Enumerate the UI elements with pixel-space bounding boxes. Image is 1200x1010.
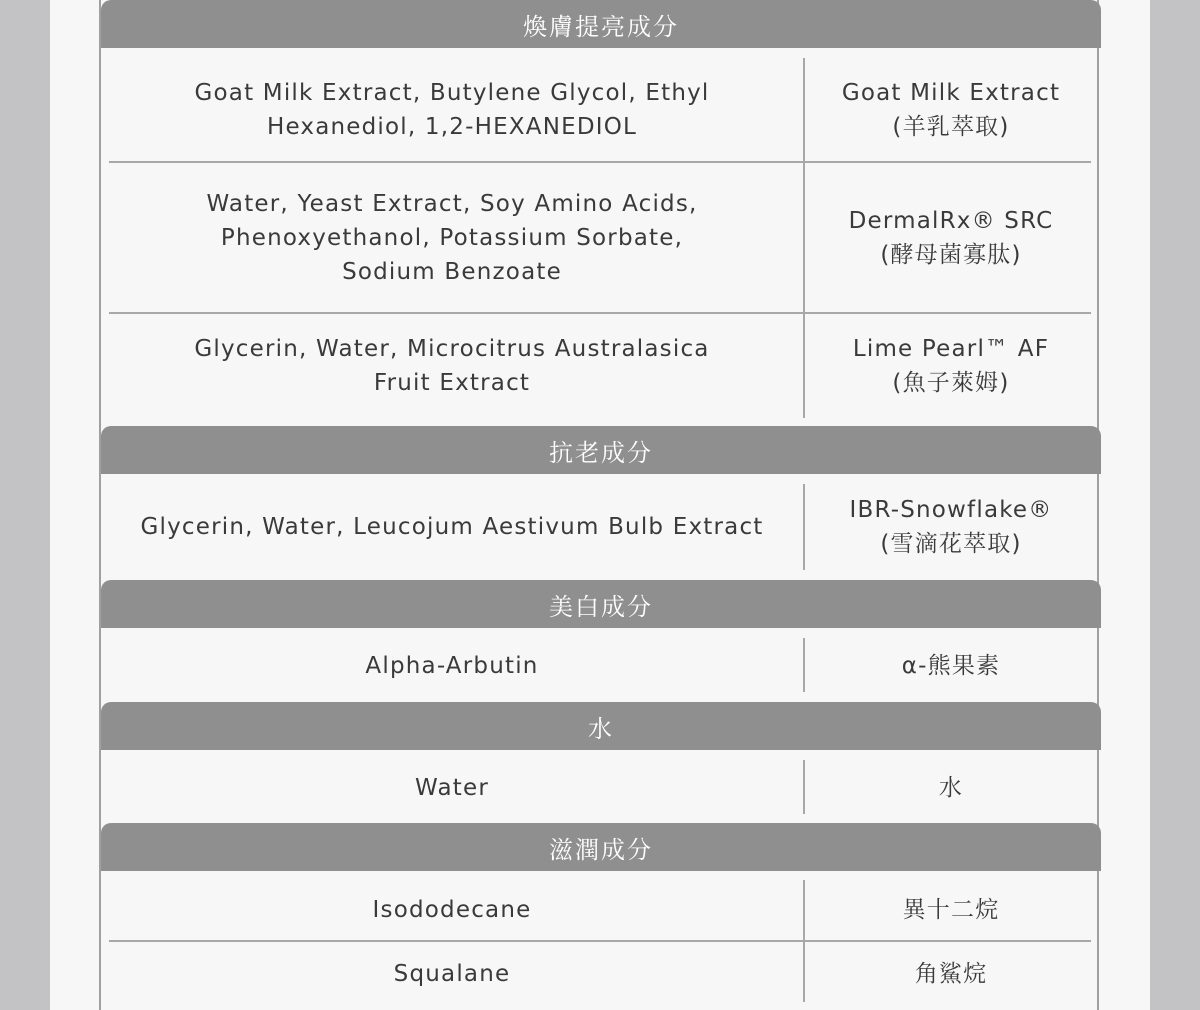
table-row-right <box>803 58 1099 162</box>
section-header-water: 水 <box>101 702 1101 750</box>
table-row-right <box>803 163 1099 313</box>
column-divider <box>803 484 805 570</box>
table-row-left <box>101 760 803 816</box>
ingredient-inci-text: Alpha-Arbutin <box>365 653 539 679</box>
ingredient-inci-text: Isododecane <box>372 897 532 923</box>
ingredient-name: DermalRx® SRC <box>848 208 1054 234</box>
ingredient-name-zh: (羊乳萃取) <box>892 114 1010 140</box>
ingredient-inci-text: Goat Milk Extract, Butylene Glycol, Ethyl Hexanediol, 1,2-HEXANEDIOL <box>194 80 710 140</box>
table-row-left <box>101 58 803 162</box>
table-row-right <box>803 760 1099 816</box>
ingredient-inci-text: Water <box>415 775 489 801</box>
table-row-left <box>101 638 803 694</box>
ingredient-name: IBR-Snowflake® <box>849 497 1053 523</box>
ingredient-name: α-熊果素 <box>901 653 1001 679</box>
column-divider <box>803 163 805 313</box>
ingredient-name: 角鯊烷 <box>914 961 988 987</box>
section-header-anti-aging: 抗老成分 <box>101 426 1101 474</box>
column-divider <box>803 942 805 1002</box>
table-row-left <box>101 314 803 418</box>
ingredient-name-zh: (魚子萊姆) <box>892 370 1010 396</box>
table-row-right <box>803 484 1099 570</box>
column-divider <box>803 638 805 692</box>
ingredient-table <box>99 0 1099 1010</box>
table-row-left <box>101 880 803 940</box>
table-row-left <box>101 942 803 1006</box>
ingredient-name: Lime Pearl™ AF <box>852 336 1050 362</box>
ingredient-name-zh: (酵母菌寡肽) <box>880 242 1022 268</box>
table-row-left <box>101 484 803 570</box>
ingredient-inci-text: Water, Yeast Extract, Soy Amino Acids, Phenoxyethanol, Potassium Sorbate, Sodium Benzoate <box>206 191 698 285</box>
left-side-band <box>0 0 50 1010</box>
table-row-right <box>803 880 1099 940</box>
section-header-moisturizing: 滋潤成分 <box>101 823 1101 871</box>
section-header-brightening: 煥膚提亮成分 <box>101 0 1101 48</box>
ingredient-name: 異十二烷 <box>902 897 1000 923</box>
column-divider <box>803 880 805 940</box>
column-divider <box>803 314 805 418</box>
ingredient-inci-text: Squalane <box>393 961 511 987</box>
column-divider <box>803 760 805 814</box>
ingredient-name: 水 <box>938 775 964 801</box>
ingredient-inci-text: Glycerin, Water, Microcitrus Australasica Fruit Extract <box>194 336 710 396</box>
table-row-left <box>101 163 803 313</box>
ingredient-name-zh: (雪滴花萃取) <box>880 531 1022 557</box>
table-row-right <box>803 314 1099 418</box>
section-header-whitening: 美白成分 <box>101 580 1101 628</box>
right-side-band <box>1150 0 1200 1010</box>
table-row-right <box>803 638 1099 694</box>
ingredient-inci-text: Glycerin, Water, Leucojum Aestivum Bulb Extract <box>140 514 764 540</box>
column-divider <box>803 58 805 162</box>
table-row-right <box>803 942 1099 1006</box>
ingredient-name: Goat Milk Extract <box>841 80 1061 106</box>
